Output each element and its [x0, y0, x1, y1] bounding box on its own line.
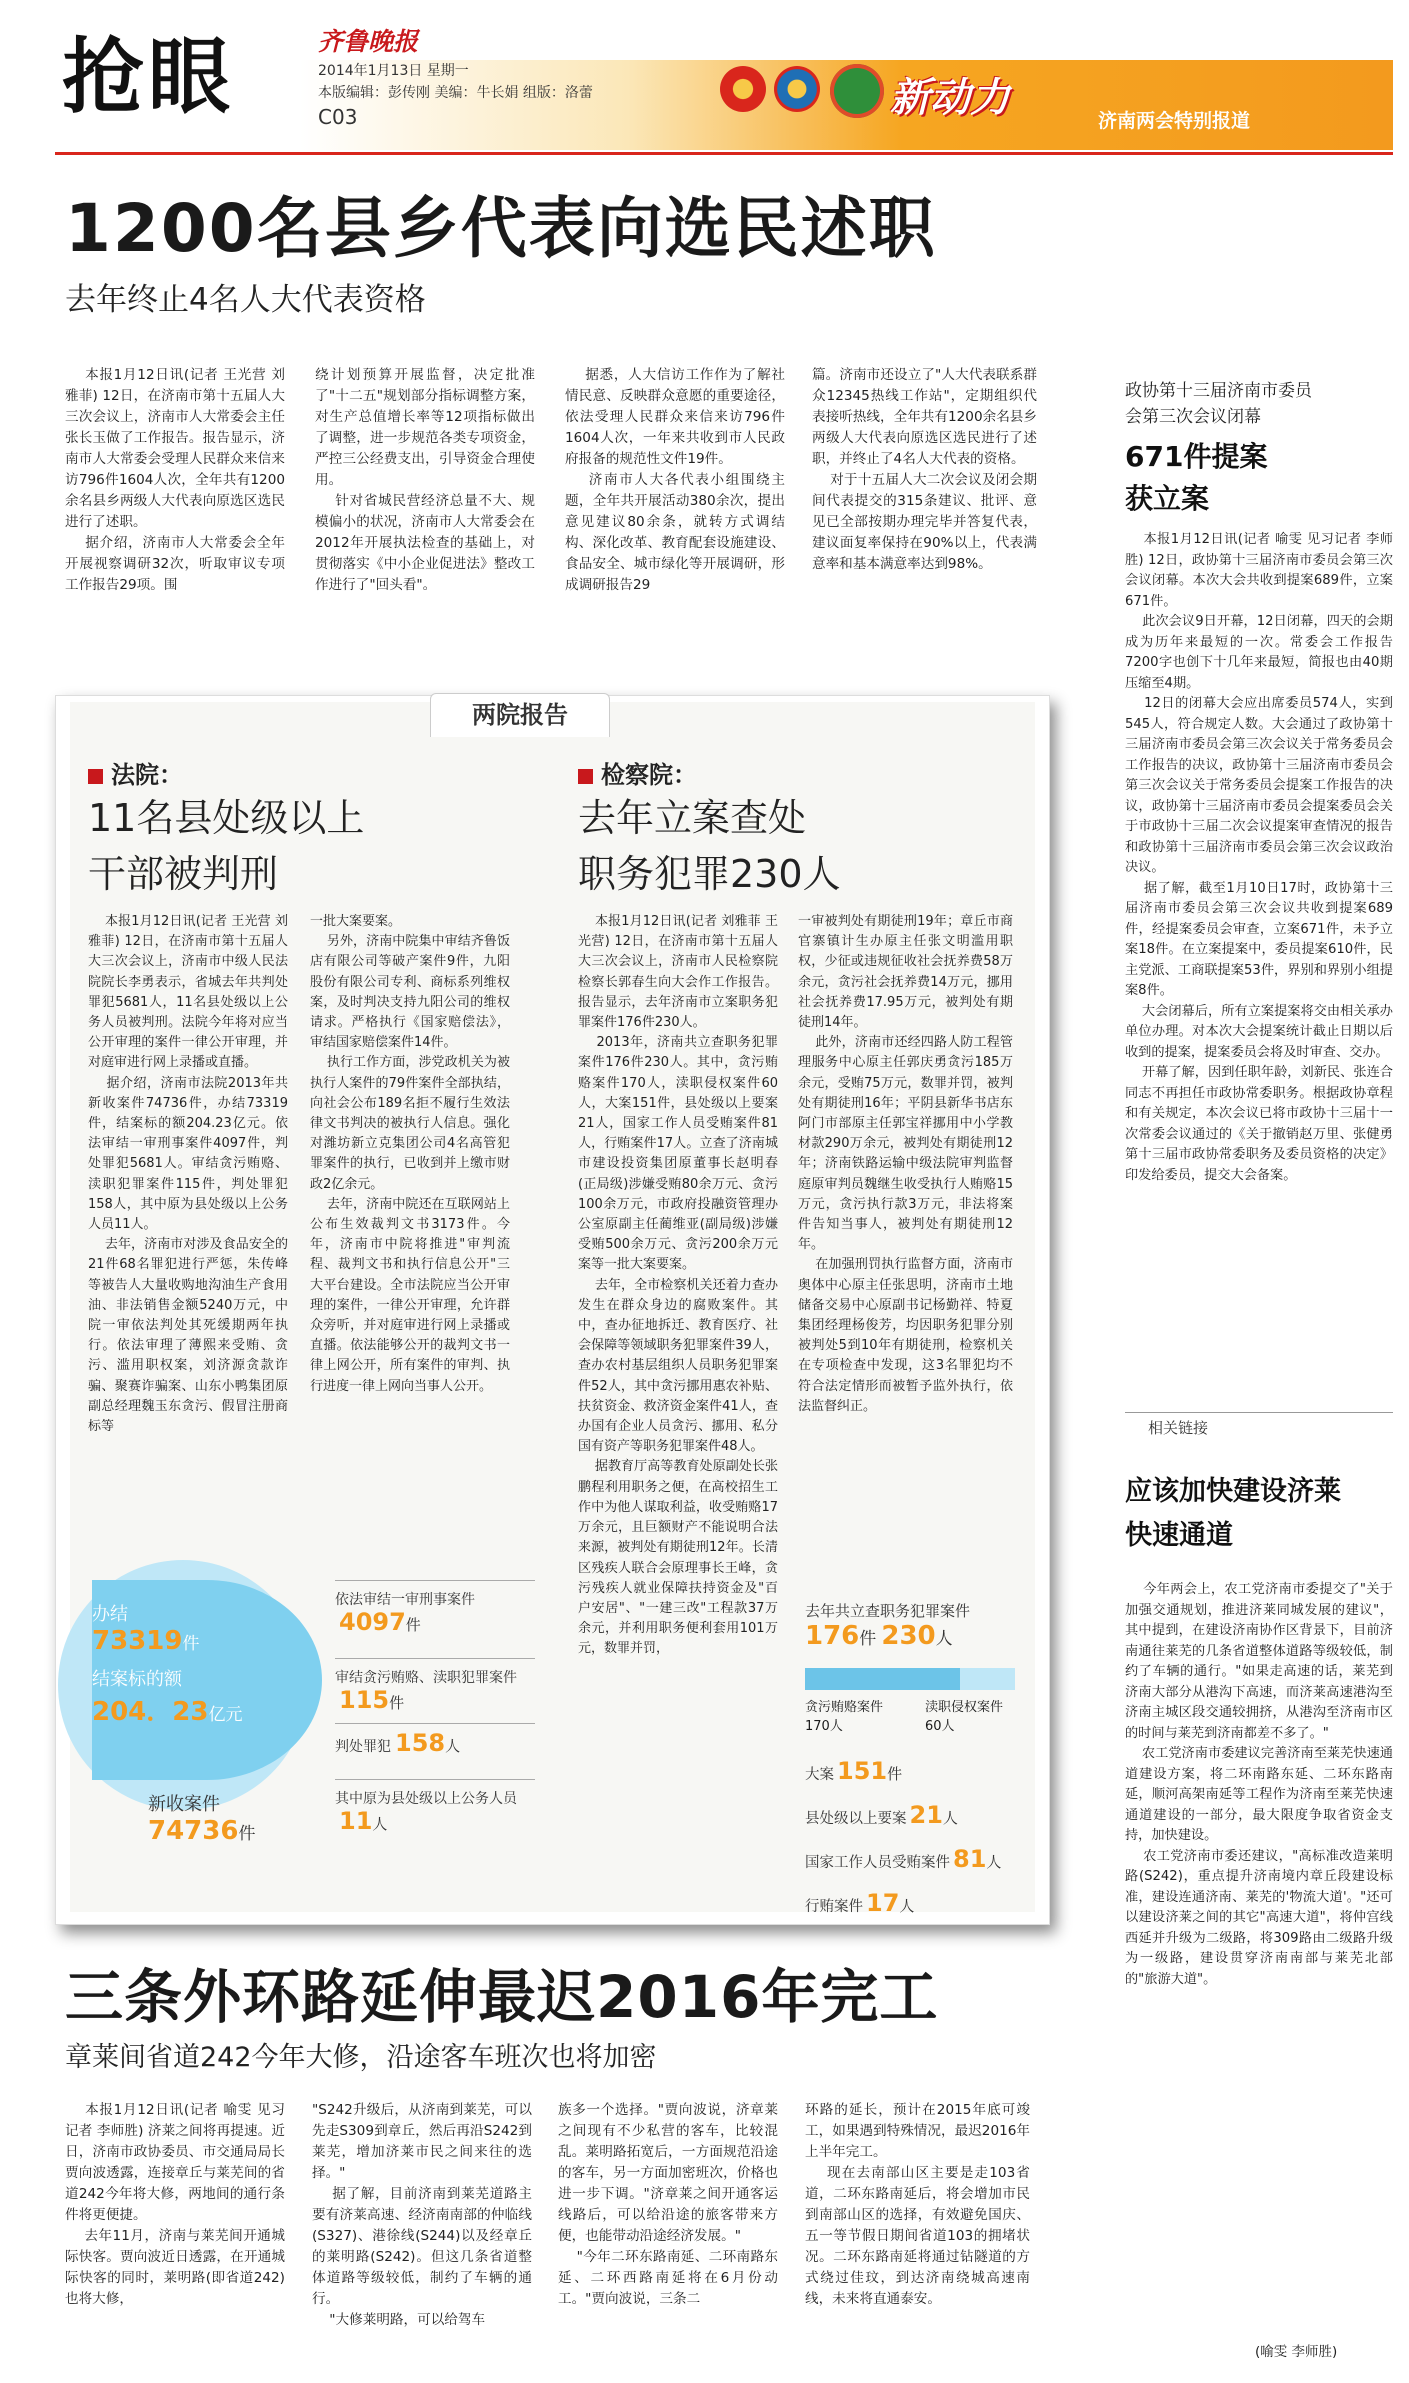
proc-label-text: 检察院： — [601, 761, 697, 789]
roads-column-1: 本报1月12日讯(记者 喻雯 见习记者 李师胜) 济莱之间将再提速。近日，济南市政协委员、市交通局局长贾向波透露，连接章丘与莱芜间的省道242今年将大修，两地间的通行条件将更便捷。 去年11月，济南与莱芜间开通城际快客。贾向波近日透露，在开通城际快客的同时，莱明路(即省道242)也将大修， — [65, 2102, 285, 2307]
closed-cases-value: 73319 — [92, 1626, 183, 1656]
paper-name: 齐鲁晚报 — [318, 27, 419, 56]
case-amount-unit: 亿元 — [208, 1705, 243, 1725]
closed-cases-unit: 件 — [182, 1634, 200, 1654]
court-headline-2: 干部被判刑 — [88, 852, 279, 896]
court-stat-unit: 人 — [445, 1737, 461, 1755]
proc-stat-value: 17 — [866, 1889, 900, 1917]
lead-column-1: 本报1月12日讯(记者 王光营 刘雅菲) 12日，在济南市第十五届人大三次会议上，济南市人大常委会主任张长玉做了工作报告。报告显示，济南市人大常委会受理人民群众来信来访796件1604人次，全年共有1200余名县乡两级人大代表向原选区选民进行了述职。 据介绍，济南市人大常委会全年开展视察调研32次，听取审议专项工作报告29项。围 — [65, 367, 285, 593]
case-amount-label: 结案标的额 — [92, 1669, 182, 1690]
court-stat-label: 其中原为县处级以上公务人员 — [335, 1791, 517, 1807]
proc-stat-label: 国家工作人员受贿案件 — [805, 1855, 950, 1871]
court-column-2: 一批大案要案。 另外，济南中院集中审结齐鲁饭店有限公司等破产案件9件，九阳股份有限公司专利、商标系列维权案，及时判决支持九阳公司的维权请求。严格执行《国家赔偿法》，审结国家赔偿案件14件。 执行工作方面，涉党政机关为被执行人案件的79件案件全部执结，向社会公布189名拒不履行生效法律文书判决的被执行人信息。强化对潍坊新立克集团公司4名高管犯罪案件的执行，已收到并上缴市财政2亿余元。 去年，济南中院还在互联网站上公布生效裁判文书3173件。今年，济南市中院将推进"审判流程、裁判文书和执行信息公开"三大平台建设。全市法院应当公开审理的案件，一律公开审理，允许群众旁听，并对庭审进行网上录播或直播。依法能够公开的裁判文书一律上网公开，所有案件的审判、执行进度一律上网向当事人公开。 — [310, 914, 510, 1394]
lead-column-2: 绕计划预算开展监督，决定批准了"十二五"规划部分指标调整方案，对生产总值增长率等12项指标做出了调整，进一步规范各类专项资金，严控三公经费支出，引导资金合理使用。 针对省城民营经济总量不大、规模偏小的状况，济南市人大常委会在2012年开展执法检查的基础上，对贯彻落实《中小企业促进法》整改工作进行了"回头看"。 — [315, 367, 535, 593]
proc-bribe-label: 贪污贿赂案件170人 — [805, 1700, 884, 1734]
roads-subtitle: 章莱间省道242今年大修，沿途客车班次也将加密 — [65, 2042, 657, 2073]
cppcc-emblem-icon — [774, 66, 820, 112]
new-cases-value: 74736 — [148, 1816, 239, 1846]
roads-column-4: 环路的延长，预计在2015年底可竣工，如果遇到特殊情况，最迟2016年上半年完工。 现在去南部山区主要是走103省道，二环东路南延后，将会增加市民到南部山区的选择，有效避免国庆、五一等节假日期间省道103的拥堵状况。二环东路南延将通过钻隧道的方式绕过佳玟，到达济南绕城高速南线，未来将直通泰安。 — [805, 2102, 1030, 2307]
court-stat-row — [335, 1779, 535, 1844]
proc-stat-unit: 人 — [899, 1897, 915, 1915]
sidebar-divider — [1125, 1412, 1393, 1413]
page-code: C03 — [318, 105, 358, 129]
proc-stat-unit: 件 — [887, 1765, 903, 1783]
header-rule — [55, 152, 1393, 155]
case-amount — [92, 1665, 242, 1728]
proc-marker-icon — [578, 769, 593, 784]
court-stat-label: 依法审结一审刑事案件 — [335, 1592, 475, 1608]
proc-stat-row — [795, 1840, 1020, 1884]
related-link-byline: (喻雯 李师胜) — [1255, 2344, 1338, 2360]
proc-stat-unit: 人 — [986, 1853, 1002, 1871]
proc-headline-1: 去年立案查处 — [578, 796, 807, 840]
issue-date: 2014年1月13日 星期一 — [318, 63, 469, 79]
court-stat-label: 审结贪污贿赂、渎职犯罪案件 — [335, 1670, 517, 1686]
court-stat-row — [335, 1658, 535, 1723]
proc-total-cases: 176 — [805, 1621, 860, 1651]
proc-total-people: 230 — [881, 1621, 936, 1651]
proc-stat-row — [795, 1796, 1020, 1840]
section-title: 抢眼 — [62, 29, 235, 125]
proc-stat-row — [795, 1752, 1020, 1796]
court-marker-icon — [88, 769, 103, 784]
related-link-body: 今年两会上，农工党济南市委提交了"关于加强交通规划，推进济莱同城发展的建议"，其中提到，在建设济南协作区背景下，目前济南通往莱芜的几条省道整体道路等级较低，制约了车辆的通行。"如果走高速的话，莱芜到济南大部分从港沟下高速，而济莱高速港沟至济南主城区段交通较拥挤，从港沟至济南市区的时间与莱芜到济南都差不多了。" 农工党济南市委建议完善济南至莱芜快速通道建设方案，将二环南路东延、二环东路南延，顺河高架南延等工程作为济南至莱芜快速通道建设的一部分，最大限度争取省资金支持，加快建设。 农工党济南市委还建议，"高标准改造莱明路(S242)，重点提升济南境内章丘段建设标准，建设连通济南、莱芜的'物流大道'。"还可以建设济莱之间的其它"高速大道"，将仲宫线西延并升级为二级路，将309路由二级路升级为一级路，建设贯穿济南南部与莱芜北部的"旅游大道"。 — [1125, 1582, 1393, 1987]
brand-subtitle: 济南两会特别报道 — [1098, 110, 1251, 132]
brand-name: 新动力 — [890, 75, 1010, 121]
proc-headline-2: 职务犯罪230人 — [578, 852, 841, 896]
roads-column-2: "S242升级后，从济南到莱芜，可以先走S309到章丘，然后再沿S242到莱芜，增加济莱市民之间来往的选择。" 据了解，目前济南到莱芜道路主要有济莱高速、经济南南部的仲临线(S327)、港徐线(S244)以及经章丘的莱明路(S242)。但这几条省道整体道路等级较低，制约了车辆的通行。 "大修莱明路，可以给驾车 — [312, 2102, 532, 2328]
proc-total — [805, 1600, 1020, 1651]
new-cases-unit: 件 — [238, 1824, 256, 1844]
proc-stat-label: 县处级以上要案 — [805, 1811, 907, 1827]
court-stat-value: 4097 — [339, 1608, 406, 1636]
proc-stat-list — [795, 1752, 1020, 1928]
related-link-label: 相关链接 — [1140, 1417, 1216, 1438]
panel-tab: 两院报告 — [430, 693, 610, 737]
proc-stat-label: 行贿案件 — [805, 1899, 863, 1915]
editors-line: 本版编辑：彭传刚 美编：牛长娟 组版：洛蕾 — [318, 85, 593, 101]
court-stat-unit: 人 — [372, 1815, 388, 1833]
court-headline-1: 11名县处级以上 — [88, 796, 365, 840]
court-stat-row — [335, 1580, 535, 1658]
court-stat-list — [335, 1580, 535, 1844]
brand-circle — [830, 64, 884, 118]
proc-split-bar — [805, 1668, 1015, 1690]
new-cases-label: 新收案件 — [148, 1794, 220, 1815]
court-stat-row — [335, 1723, 535, 1779]
proc-total-label: 去年共立查职务犯罪案件 — [805, 1602, 971, 1620]
proc-total-people-unit: 人 — [935, 1629, 953, 1649]
proc-stat-row — [795, 1884, 1020, 1928]
court-stat-unit: 件 — [389, 1694, 405, 1712]
related-link-title: 应该加快建设济莱快速通道 — [1125, 1476, 1341, 1551]
lead-subtitle: 去年终止4名人大代表资格 — [65, 282, 426, 318]
proc-duty-label: 渎职侵权案件60人 — [925, 1700, 1004, 1734]
court-stat-value: 158 — [395, 1729, 446, 1757]
new-cases — [148, 1790, 255, 1846]
proc-total-cases-unit: 件 — [859, 1629, 877, 1649]
roads-column-3: 族多一个选择。"贾向波说，济章莱之间现有不少私营的客车，比较混乱。莱明路拓宽后，一方面规范沿途的客车，另一方面加密班次，价格也进一步下调。"济章莱之间开通客运线路后，可以给沿途的旅客带来方便，也能带动沿途经济发展。" "今年二环东路南延、二环南路东延、二环西路南延将在6月份动工。"贾向波说，三条二 — [558, 2102, 778, 2307]
sidebar-title: 671件提案获立案 — [1125, 440, 1268, 515]
lead-column-4: 篇。济南市还设立了"人大代表联系群众12345热线工作站"，定期组织代表接听热线，全年共有1200余名县乡两级人大代表向原选区选民进行了述职，并终止了4名人大代表的资格。 对于十五届人大二次会议及闭会期间代表提交的315条建议、批评、意见已全部按期办理完毕并答复代表，建议面复率保持在90%以上，代表满意率和基本满意率达到98%。 — [812, 367, 1037, 572]
proc-stat-value: 81 — [953, 1845, 987, 1873]
proc-stat-value: 151 — [837, 1757, 888, 1785]
roads-headline: 三条外环路延伸最迟2016年完工 — [65, 1963, 939, 2031]
lead-headline: 1200名县乡代表向选民述职 — [65, 190, 937, 267]
court-stat-label: 判处罪犯 — [335, 1739, 391, 1755]
proc-column-1: 本报1月12日讯(记者 刘雅菲 王光营) 12日，在济南市第十五届人大三次会议上，济南市人民检察院检察长郭春生向大会作工作报告。报告显示，去年济南市立案职务犯罪案件176件230人。 2013年，济南共立查职务犯罪案件176件230人。其中，贪污贿赂案件170人，渎职侵权案件60人，大案151件，县处级以上要案21人，国家工作人员受贿案件81人，行贿案件17人。立查了济南城市建设投资集团原董事长赵明春(正局级)涉嫌受贿80余万元、贪污100余万元，市政府投融资管理办公室原副主任蔺维亚(副局级)涉嫌受贿500余万元、贪污200余万元案等一批大案要案。 去年，全市检察机关还着力查办发生在群众身边的腐败案件。其中，查办征地拆迁、教育医疗、社会保障等领域职务犯罪案件39人，查办农村基层组织人员职务犯罪案件52人，其中贪污挪用惠农补贴、扶贫资金、救济资金案件41人，查办国有企业人员贪污、挪用、私分国有资产等职务犯罪案件48人。 据教育厅高等教育处原副处长张鹏程利用职务之便，在高校招生工作中为他人谋取利益，收受贿赂17万余元，且巨额财产不能说明合法来源，被判处有期徒刑12年。长清区残疾人联合会原理事长王峰，贪污残疾人就业保障扶持资金及"百户安居"、"一建三改"工程款37万余元，并利用职务便利套用101万元，数罪并罚， — [578, 914, 778, 1657]
proc-stat-value: 21 — [909, 1801, 943, 1829]
proc-stat-unit: 人 — [942, 1809, 958, 1827]
sidebar-kicker: 政协第十三届济南市委员会第三次会议闭幕 — [1125, 381, 1312, 427]
closed-cases — [92, 1600, 199, 1656]
court-stat-value: 115 — [339, 1686, 390, 1714]
lead-column-3: 据悉，人大信访工作作为了解社情民意、反映群众意愿的重要途径，依法受理人民群众来信来访796件1604人次，一年来共收到市人民政府报备的规范性文件19件。 济南市人大各代表小组围绕主题，全年共开展活动380余次，提出意见建议80余条，就转方式调结构、深化改革、教育配套设施建设、食品安全、城市绿化等开展调研，形成调研报告29 — [565, 367, 785, 593]
sidebar-body: 本报1月12日讯(记者 喻雯 见习记者 李师胜) 12日，政协第十三届济南市委员会第三次会议闭幕。本次大会共收到提案689件，立案671件。 此次会议9日开幕，12日闭幕，四天的会期成为历年来最短的一次。常委会工作报告7200字也创下十几年来最短，简报也由40期压缩至4期。 12日的闭幕大会应出席委员574人，实到545人，符合规定人数。大会通过了政协第十三届济南市委员会第三次会议关于常务委员会工作报告的决议，政协第十三届济南市委员会第三次会议关于常务委员会提案工作报告的决议，政协第十三届济南市委员会提案委员会关于市政协十三届二次会议提案审查情况的报告和政协第十三届济南市委员会第三次会议政治决议。 据了解，截至1月10日17时，政协第十三届济南市委员会第三次会议共收到提案689件，经提案委员会审查，立案671件，未予立案18件。在立案提案中，委员提案610件，民主党派、工商联提案53件，界别和界别小组提案8件。 大会闭幕后，所有立案提案将交由相关承办单位办理。对本次大会提案统计截止日期以后收到的提案，提案委员会将及时审查、交办。 开幕了解，因到任职年龄，刘新民、张连合同志不再担任市政协常委职务。根据政协章程和有关规定，本次会议已将市政协十三届十一次常委会议通过的《关于撤销赵万里、张健勇第十三届市政协常委职务及委员资格的决定》印发给委员，提交大会备案。 — [1125, 532, 1393, 1183]
case-amount-value: 204．23 — [92, 1697, 209, 1727]
proc-stat-label: 大案 — [805, 1767, 834, 1783]
court-column-1: 本报1月12日讯(记者 王光营 刘雅菲) 12日，在济南市第十五届人大三次会议上，济南市中级人民法院院长李勇表示，省城去年共判处罪犯5681人，11名县处级以上公务人员被判刑。法院今年将对应当公开审理的案件一律公开审理，并对庭审进行网上录播或直播。 据介绍，济南市法院2013年共新收案件74736件，办结73319件，结案标的额204.23亿元。依法审结一审刑事案件4097件，判处罪犯5681人。审结贪污贿赂、渎职犯罪案件115件，判处罪犯158人，其中原为县处级以上公务人员11人。 去年，济南市对涉及食品安全的21件68名罪犯进行严惩，朱传峰等被告人大量收购地沟油生产食用油、非法销售金额5240万元，中院一审依法判处其死缓期两年执行。依法审理了薄熙来受贿、贪污、滥用职权案，刘济源贪款诈骗、聚赛诈骗案、山东小鸭集团原副总经理魏玉东贪污、假冒注册商标等 — [88, 914, 288, 1435]
court-label-text: 法院： — [111, 761, 183, 789]
court-stat-value: 11 — [339, 1807, 373, 1835]
party-emblem-icon — [720, 66, 766, 112]
proc-bribe-bar — [805, 1668, 960, 1690]
closed-cases-label: 办结 — [92, 1604, 128, 1625]
court-label — [88, 755, 183, 790]
court-stat-unit: 件 — [405, 1616, 421, 1634]
proc-column-2: 一审被判处有期徒刑19年；章丘市商官寨镇计生办原主任张文明滥用职权，少征或违规征收社会抚养费58万余元，贪污社会抚养费14万元，挪用社会抚养费17.95万元，被判处有期徒刑14年。 此外，济南市还经四路人防工程管理服务中心原主任郭庆勇贪污185万余元，受贿75万元，数罪并罚，被判处有期徒刑16年；平阴县新华书店东阿门市部原主任郭宝祥挪用中小学教材款290万余元，被判处有期徒刑12年；济南铁路运输中级法院审判监督庭原审判员魏继生收受执行人贿赂15万元，贪污执行款3万元，非法将案件告知当事人，被判处有期徒刑12年。 在加强刑罚执行监督方面，济南市奥体中心原主任张思明，济南市土地储备交易中心原副书记杨勤祥、特夏集团经理杨俊芳，均因职务犯罪分别被判处5到10年有期徒刑，检察机关在专项检查中发现，这3名罪犯均不符合法定情形而被暂予监外执行，依法监督纠正。 — [798, 914, 1013, 1414]
proc-label — [578, 755, 697, 790]
